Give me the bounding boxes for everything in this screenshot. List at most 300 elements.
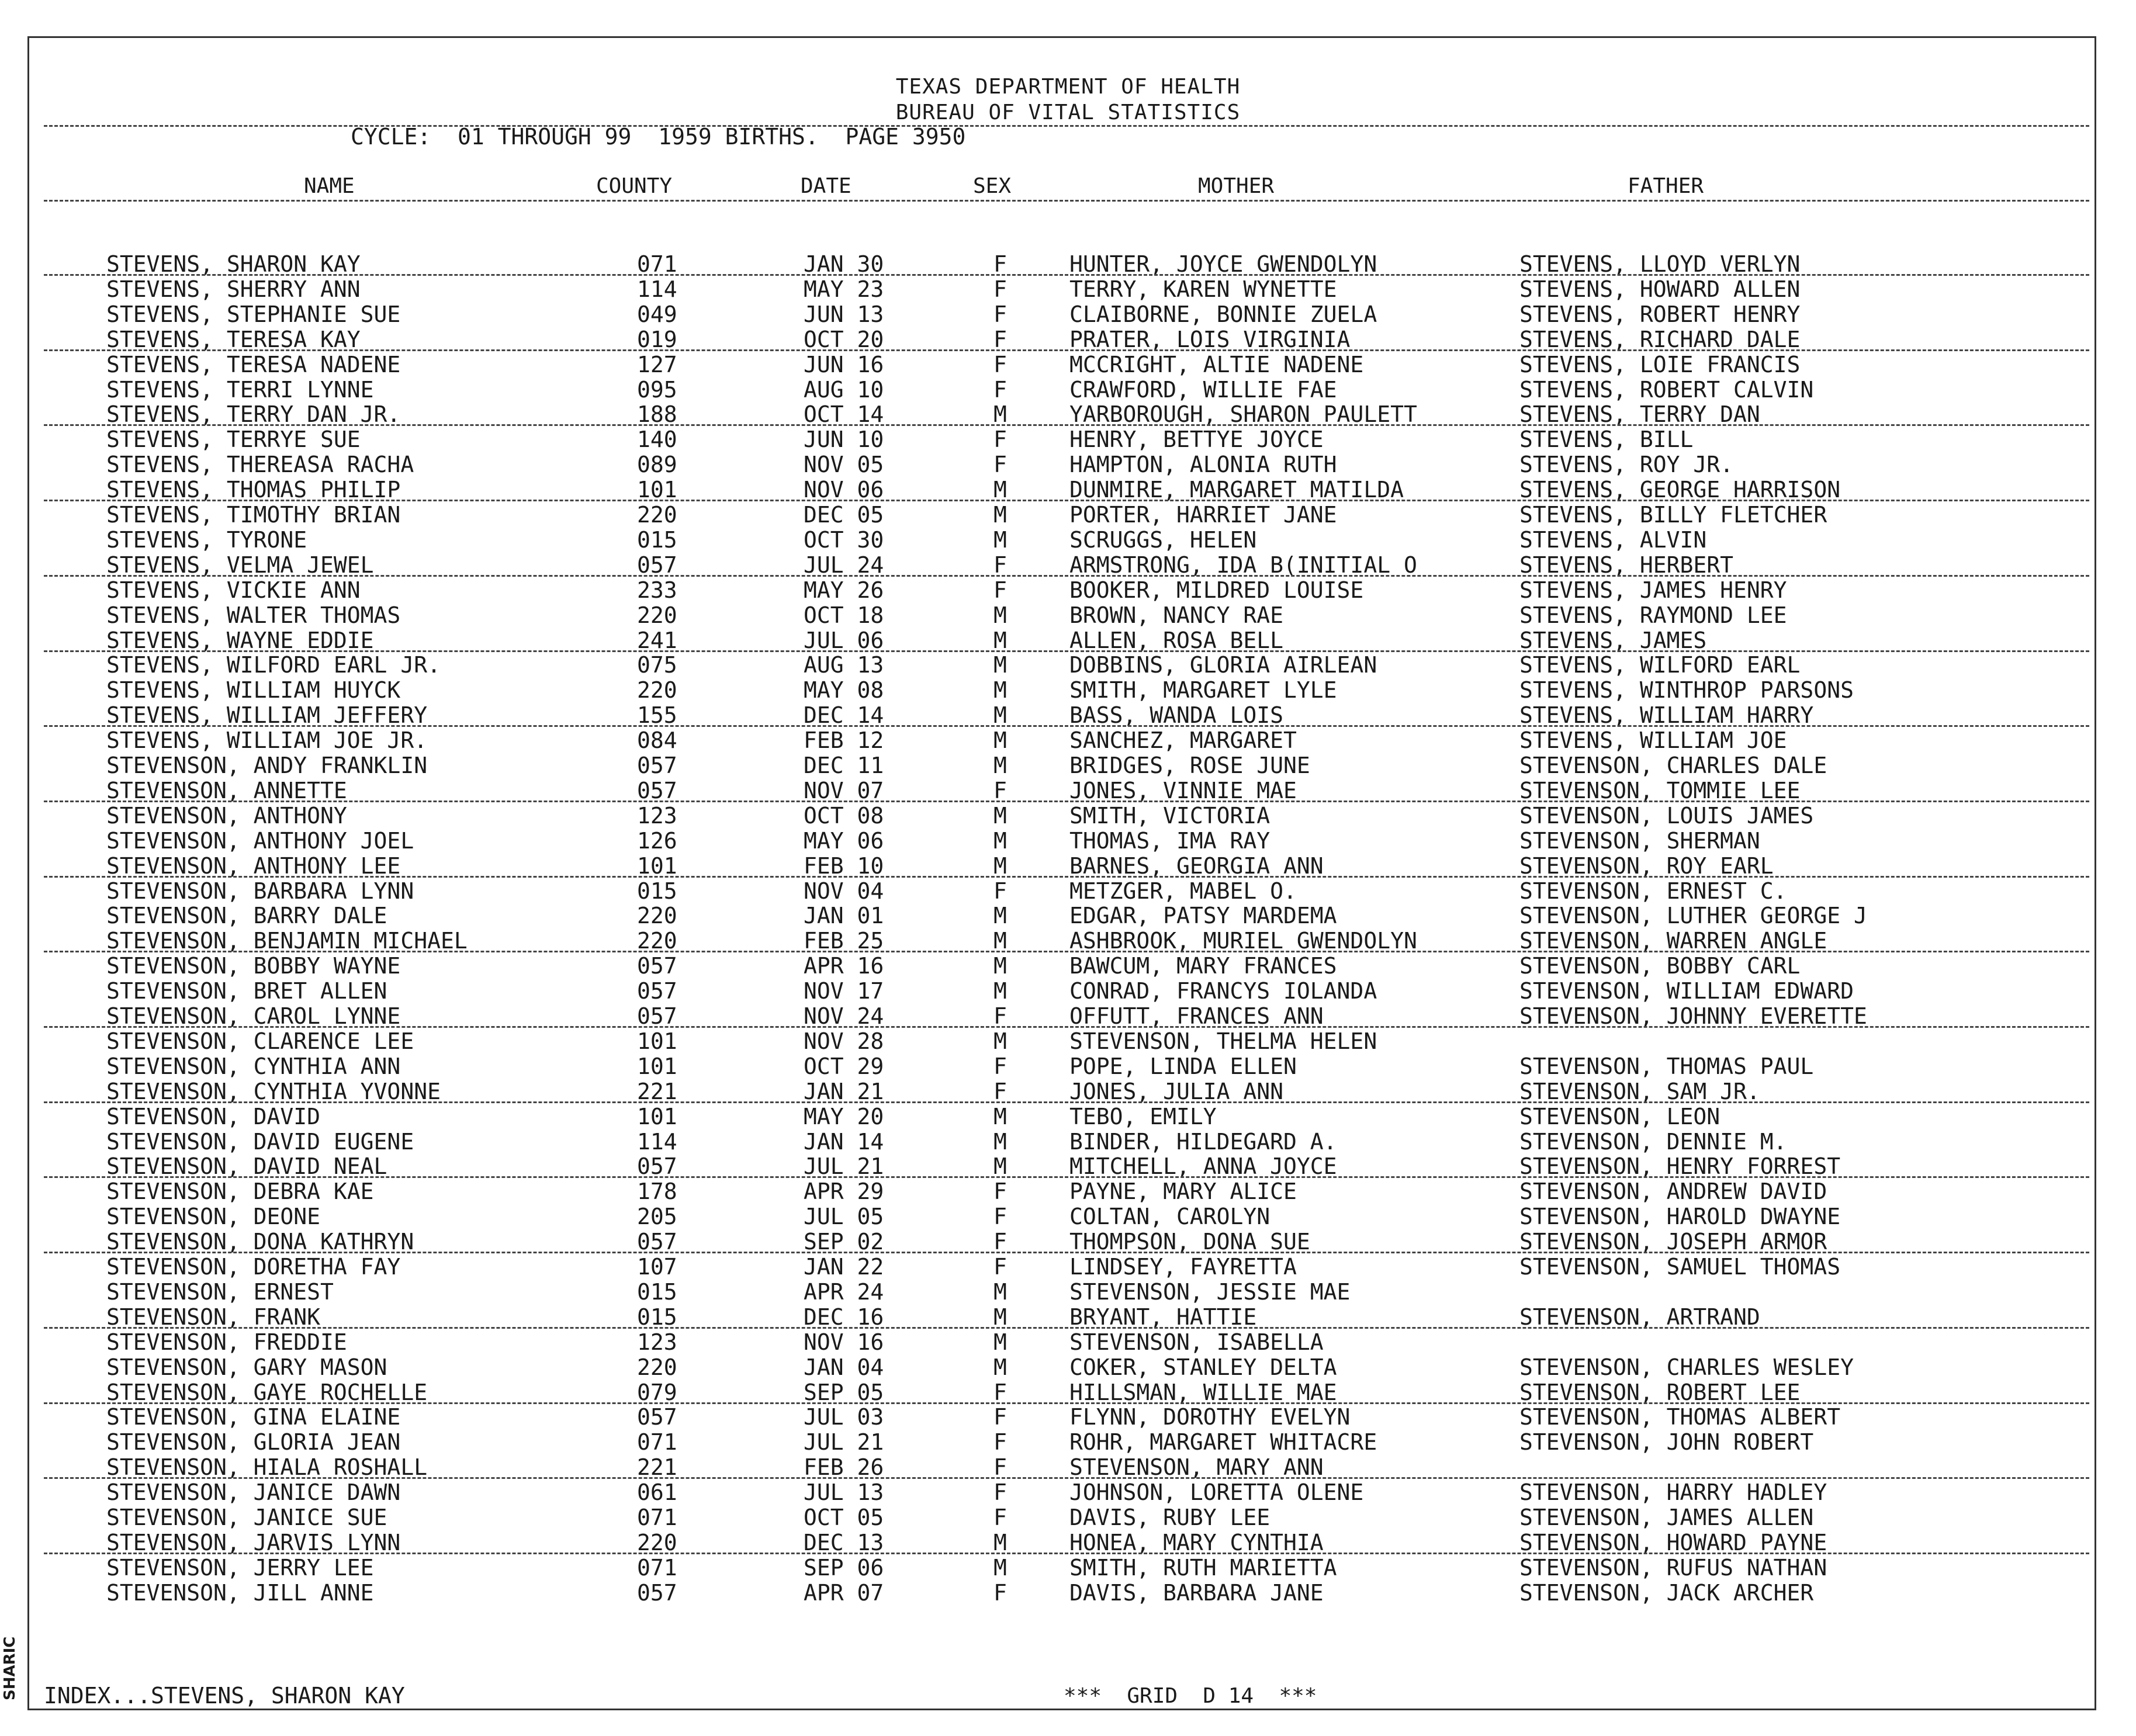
cell-father: STEVENS, WINTHROP PARSONS	[1519, 677, 1854, 703]
table-row	[0, 1505, 2136, 1529]
cell-mother: YARBOROUGH, SHARON PAULETT	[1069, 401, 1417, 427]
cell-name: STEVENS, WILLIAM JEFFERY	[106, 702, 428, 728]
cell-name: STEVENSON, FRANK	[106, 1304, 321, 1330]
cell-date: JUL 24	[804, 552, 884, 578]
cell-name: STEVENSON, DONA KATHRYN	[106, 1229, 414, 1255]
cell-county: 095	[637, 377, 677, 403]
cell-father: STEVENSON, JACK ARCHER	[1519, 1580, 1814, 1606]
cell-mother: DUNMIRE, MARGARET MATILDA	[1069, 477, 1404, 503]
cell-date: DEC 13	[804, 1530, 884, 1555]
cell-county: 057	[637, 753, 677, 778]
cell-name: STEVENSON, DORETHA FAY	[106, 1254, 401, 1280]
table-row	[0, 1404, 2136, 1429]
cell-father: STEVENSON, HAROLD DWAYNE	[1519, 1204, 1841, 1229]
cell-date: NOV 16	[804, 1329, 884, 1355]
cell-mother: SANCHEZ, MARGARET	[1069, 727, 1297, 753]
cell-sex: F	[993, 1505, 1007, 1530]
cell-father: STEVENS, BILL	[1519, 427, 1694, 452]
row-rule	[44, 801, 2089, 802]
cell-name: STEVENSON, JERRY LEE	[106, 1555, 374, 1581]
cell-date: SEP 05	[804, 1380, 884, 1405]
table-row	[0, 1229, 2136, 1253]
cell-mother: COKER, STANLEY DELTA	[1069, 1354, 1337, 1380]
table-row	[0, 527, 2136, 552]
cell-county: 061	[637, 1479, 677, 1505]
cell-date: NOV 28	[804, 1028, 884, 1054]
cell-father: STEVENSON, ARTRAND	[1519, 1304, 1760, 1330]
cell-sex: F	[993, 251, 1007, 277]
cell-father: STEVENSON, JOHN ROBERT	[1519, 1429, 1814, 1455]
cell-father: STEVENS, WILFORD EARL	[1519, 652, 1801, 678]
cell-sex: M	[993, 727, 1007, 753]
cell-father: STEVENSON, JOHNNY EVERETTE	[1519, 1003, 1867, 1029]
table-row	[0, 953, 2136, 978]
cell-father: STEVENSON, ROBERT LEE	[1519, 1380, 1801, 1405]
row-rule	[44, 424, 2089, 426]
cell-date: JAN 01	[804, 903, 884, 928]
cell-county: 114	[637, 1129, 677, 1155]
cell-name: STEVENSON, ANTHONY JOEL	[106, 828, 414, 854]
cell-name: STEVENSON, HIALA ROSHALL	[106, 1454, 428, 1480]
cell-sex: M	[993, 628, 1007, 653]
cell-name: STEVENSON, JANICE DAWN	[106, 1479, 401, 1505]
cell-date: JAN 04	[804, 1354, 884, 1380]
cell-date: APR 16	[804, 953, 884, 979]
cell-father: STEVENS, ALVIN	[1519, 527, 1707, 553]
cell-date: DEC 05	[804, 502, 884, 528]
cell-sex: M	[993, 1129, 1007, 1155]
table-row	[0, 1329, 2136, 1354]
cell-name: STEVENS, WILFORD EARL JR.	[106, 652, 441, 678]
row-rule	[44, 1026, 2089, 1028]
cell-sex: M	[993, 1104, 1007, 1129]
cell-name: STEVENS, WILLIAM HUYCK	[106, 677, 401, 703]
table-row	[0, 602, 2136, 627]
cell-father: STEVENSON, SAM JR.	[1519, 1079, 1760, 1104]
cell-name: STEVENSON, JANICE SUE	[106, 1505, 387, 1530]
cell-mother: THOMAS, IMA RAY	[1069, 828, 1270, 854]
table-row	[0, 1279, 2136, 1304]
cell-father: STEVENSON, WILLIAM EDWARD	[1519, 978, 1854, 1004]
footer-index: INDEX...STEVENS, SHARON KAY	[44, 1683, 405, 1709]
cell-sex: F	[993, 552, 1007, 578]
cell-sex: F	[993, 1179, 1007, 1204]
cell-father: STEVENSON, JAMES ALLEN	[1519, 1505, 1814, 1530]
cell-name: STEVENS, SHARON KAY	[106, 251, 361, 277]
table-row	[0, 352, 2136, 376]
cell-county: 107	[637, 1254, 677, 1280]
cell-mother: STEVENSON, MARY ANN	[1069, 1454, 1324, 1480]
cell-name: STEVENSON, BENJAMIN MICHAEL	[106, 928, 468, 954]
cell-sex: M	[993, 527, 1007, 553]
cell-mother: TEBO, EMILY	[1069, 1104, 1217, 1129]
cell-sex: M	[993, 928, 1007, 954]
cell-mother: JONES, JULIA ANN	[1069, 1079, 1284, 1104]
cell-mother: COLTAN, CAROLYN	[1069, 1204, 1270, 1229]
cell-mother: CLAIBORNE, BONNIE ZUELA	[1069, 302, 1377, 327]
col-header-county: COUNTY	[596, 174, 673, 198]
cell-father: STEVENSON, BOBBY CARL	[1519, 953, 1801, 979]
table-row	[0, 1304, 2136, 1329]
cell-date: OCT 30	[804, 527, 884, 553]
cell-name: STEVENS, STEPHANIE SUE	[106, 302, 401, 327]
row-rule	[44, 1252, 2089, 1253]
cell-county: 220	[637, 502, 677, 528]
table-row	[0, 677, 2136, 702]
cell-mother: POPE, LINDA ELLEN	[1069, 1054, 1297, 1079]
table-row	[0, 853, 2136, 878]
cell-father: STEVENS, JAMES	[1519, 628, 1707, 653]
row-rule	[44, 274, 2089, 276]
cell-mother: METZGER, MABEL O.	[1069, 878, 1297, 904]
cell-father: STEVENS, HERBERT	[1519, 552, 1734, 578]
row-rule	[44, 876, 2089, 878]
table-row	[0, 878, 2136, 903]
cell-county: 057	[637, 1153, 677, 1179]
cell-county: 015	[637, 878, 677, 904]
table-row	[0, 1354, 2136, 1379]
cell-name: STEVENS, SHERRY ANN	[106, 276, 361, 302]
divider-columns	[44, 200, 2089, 202]
cell-name: STEVENSON, GARY MASON	[106, 1354, 387, 1380]
cell-date: OCT 08	[804, 803, 884, 829]
cell-county: 071	[637, 1505, 677, 1530]
cell-sex: M	[993, 1304, 1007, 1330]
table-row	[0, 1530, 2136, 1554]
cell-county: 188	[637, 401, 677, 427]
cell-county: 101	[637, 1054, 677, 1079]
row-rule	[44, 1477, 2089, 1479]
table-row	[0, 577, 2136, 602]
cell-sex: M	[993, 1530, 1007, 1555]
cell-date: JUL 21	[804, 1153, 884, 1179]
cell-sex: M	[993, 803, 1007, 829]
cell-county: 221	[637, 1454, 677, 1480]
cell-father: STEVENSON, THOMAS PAUL	[1519, 1054, 1814, 1079]
cell-sex: M	[993, 903, 1007, 928]
cell-county: 140	[637, 427, 677, 452]
cell-date: OCT 05	[804, 1505, 884, 1530]
cell-sex: F	[993, 1429, 1007, 1455]
table-row	[0, 1380, 2136, 1404]
table-row	[0, 1054, 2136, 1078]
cell-county: 057	[637, 953, 677, 979]
cell-name: STEVENSON, CYNTHIA YVONNE	[106, 1079, 441, 1104]
cell-sex: F	[993, 1229, 1007, 1255]
cell-sex: F	[993, 778, 1007, 803]
cell-name: STEVENSON, BRET ALLEN	[106, 978, 387, 1004]
cell-mother: ROHR, MARGARET WHITACRE	[1069, 1429, 1377, 1455]
cell-sex: M	[993, 702, 1007, 728]
cell-mother: BASS, WANDA LOIS	[1069, 702, 1284, 728]
table-row	[0, 702, 2136, 727]
cell-father: STEVENSON, LOUIS JAMES	[1519, 803, 1814, 829]
cell-date: APR 07	[804, 1580, 884, 1606]
cell-sex: M	[993, 1028, 1007, 1054]
cell-sex: F	[993, 1254, 1007, 1280]
cell-name: STEVENSON, CYNTHIA ANN	[106, 1054, 401, 1079]
cell-sex: F	[993, 302, 1007, 327]
cell-mother: HAMPTON, ALONIA RUTH	[1069, 452, 1337, 477]
cell-mother: SMITH, MARGARET LYLE	[1069, 677, 1337, 703]
cell-county: 220	[637, 677, 677, 703]
cell-date: SEP 02	[804, 1229, 884, 1255]
cell-date: JUL 05	[804, 1204, 884, 1229]
cell-date: APR 29	[804, 1179, 884, 1204]
cell-mother: BAWCUM, MARY FRANCES	[1069, 953, 1337, 979]
cell-name: STEVENSON, DAVID NEAL	[106, 1153, 387, 1179]
cell-father: STEVENSON, LUTHER GEORGE J	[1519, 903, 1867, 928]
cell-mother: PRATER, LOIS VIRGINIA	[1069, 327, 1351, 352]
table-row	[0, 727, 2136, 752]
cell-sex: F	[993, 1454, 1007, 1480]
cell-mother: ALLEN, ROSA BELL	[1069, 628, 1284, 653]
cell-date: MAY 08	[804, 677, 884, 703]
cell-name: STEVENS, WILLIAM JOE JR.	[106, 727, 428, 753]
cell-date: FEB 12	[804, 727, 884, 753]
cell-date: OCT 14	[804, 401, 884, 427]
cell-date: OCT 18	[804, 602, 884, 628]
row-rule	[44, 951, 2089, 952]
table-row	[0, 753, 2136, 777]
cell-date: NOV 17	[804, 978, 884, 1004]
cell-mother: HUNTER, JOYCE GWENDOLYN	[1069, 251, 1377, 277]
cell-mother: STEVENSON, ISABELLA	[1069, 1329, 1324, 1355]
cell-father: STEVENS, WILLIAM HARRY	[1519, 702, 1814, 728]
cell-mother: BRYANT, HATTIE	[1069, 1304, 1257, 1330]
cell-father: STEVENSON, SHERMAN	[1519, 828, 1760, 854]
cell-date: FEB 25	[804, 928, 884, 954]
cell-date: DEC 11	[804, 753, 884, 778]
cell-mother: DOBBINS, GLORIA AIRLEAN	[1069, 652, 1377, 678]
cell-county: 123	[637, 803, 677, 829]
cell-county: 071	[637, 251, 677, 277]
header-agency: TEXAS DEPARTMENT OF HEALTH	[895, 75, 1241, 99]
cell-date: DEC 14	[804, 702, 884, 728]
cell-father: STEVENSON, HARRY HADLEY	[1519, 1479, 1827, 1505]
cell-name: STEVENSON, CLARENCE LEE	[106, 1028, 414, 1054]
cell-father: STEVENSON, ERNEST C.	[1519, 878, 1787, 904]
cell-county: 220	[637, 1530, 677, 1555]
cell-name: STEVENSON, ANTHONY LEE	[106, 853, 401, 879]
cell-name: STEVENSON, DEBRA KAE	[106, 1179, 374, 1204]
cell-sex: M	[993, 753, 1007, 778]
cell-mother: ARMSTRONG, IDA B(INITIAL O	[1069, 552, 1417, 578]
cell-father: STEVENSON, ROY EARL	[1519, 853, 1774, 879]
cell-date: OCT 20	[804, 327, 884, 352]
table-row	[0, 1179, 2136, 1203]
cell-name: STEVENSON, ANDY FRANKLIN	[106, 753, 428, 778]
cell-date: NOV 04	[804, 878, 884, 904]
row-rule	[44, 1101, 2089, 1103]
cell-father: STEVENS, BILLY FLETCHER	[1519, 502, 1827, 528]
cell-father: STEVENS, RICHARD DALE	[1519, 327, 1801, 352]
cell-name: STEVENS, TERESA KAY	[106, 327, 361, 352]
cell-name: STEVENSON, BOBBY WAYNE	[106, 953, 401, 979]
cell-date: JUN 16	[804, 352, 884, 377]
cell-mother: MITCHELL, ANNA JOYCE	[1069, 1153, 1337, 1179]
cell-sex: M	[993, 502, 1007, 528]
cell-mother: FLYNN, DOROTHY EVELYN	[1069, 1404, 1351, 1430]
cell-father: STEVENSON, WARREN ANGLE	[1519, 928, 1827, 954]
table-row	[0, 978, 2136, 1003]
cell-mother: CRAWFORD, WILLIE FAE	[1069, 377, 1337, 403]
table-row	[0, 452, 2136, 476]
cell-county: 071	[637, 1429, 677, 1455]
cell-father: STEVENS, HOWARD ALLEN	[1519, 276, 1801, 302]
cell-name: STEVENSON, CAROL LYNNE	[106, 1003, 401, 1029]
cell-county: 155	[637, 702, 677, 728]
cell-father: STEVENSON, RUFUS NATHAN	[1519, 1555, 1827, 1581]
cell-date: AUG 10	[804, 377, 884, 403]
cell-sex: M	[993, 677, 1007, 703]
cell-father: STEVENSON, ANDREW DAVID	[1519, 1179, 1827, 1204]
cell-date: JAN 22	[804, 1254, 884, 1280]
table-row	[0, 1580, 2136, 1605]
cell-county: 057	[637, 778, 677, 803]
cell-father: STEVENSON, TOMMIE LEE	[1519, 778, 1801, 803]
cell-father: STEVENSON, CHARLES DALE	[1519, 753, 1827, 778]
cell-mother: JONES, VINNIE MAE	[1069, 778, 1297, 803]
cell-sex: F	[993, 452, 1007, 477]
table-row	[0, 928, 2136, 952]
cell-county: 123	[637, 1329, 677, 1355]
table-row	[0, 251, 2136, 276]
cell-name: STEVENS, WAYNE EDDIE	[106, 628, 374, 653]
cell-mother: HILLSMAN, WILLIE MAE	[1069, 1380, 1337, 1405]
table-row	[0, 1028, 2136, 1053]
cell-mother: LINDSEY, FAYRETTA	[1069, 1254, 1297, 1280]
cell-father: STEVENS, GEORGE HARRISON	[1519, 477, 1841, 503]
cell-name: STEVENSON, ANNETTE	[106, 778, 347, 803]
table-row	[0, 302, 2136, 326]
cell-father: STEVENSON, SAMUEL THOMAS	[1519, 1254, 1841, 1280]
cell-name: STEVENSON, GLORIA JEAN	[106, 1429, 401, 1455]
cell-name: STEVENSON, JILL ANNE	[106, 1580, 374, 1606]
cell-date: JAN 14	[804, 1129, 884, 1155]
cell-date: NOV 24	[804, 1003, 884, 1029]
table-row	[0, 628, 2136, 652]
cell-father: STEVENS, LOIE FRANCIS	[1519, 352, 1801, 377]
table-row	[0, 1429, 2136, 1454]
cell-name: STEVENS, TIMOTHY BRIAN	[106, 502, 401, 528]
side-label: SHARIC	[1, 1636, 19, 1700]
cell-date: MAY 26	[804, 577, 884, 603]
cell-date: FEB 26	[804, 1454, 884, 1480]
row-rule	[44, 650, 2089, 652]
cell-sex: M	[993, 1329, 1007, 1355]
cell-father: STEVENS, RAYMOND LEE	[1519, 602, 1787, 628]
cell-mother: BRIDGES, ROSE JUNE	[1069, 753, 1310, 778]
cell-father: STEVENS, WILLIAM JOE	[1519, 727, 1787, 753]
cell-father: STEVENSON, THOMAS ALBERT	[1519, 1404, 1841, 1430]
cell-date: MAY 23	[804, 276, 884, 302]
cell-name: STEVENSON, GAYE ROCHELLE	[106, 1380, 428, 1405]
cell-date: NOV 07	[804, 778, 884, 803]
table-row	[0, 1079, 2136, 1103]
cell-date: MAY 20	[804, 1104, 884, 1129]
footer-grid: *** GRID D 14 ***	[1064, 1684, 1317, 1708]
row-rule	[44, 500, 2089, 501]
cell-father: STEVENS, ROBERT CALVIN	[1519, 377, 1814, 403]
cell-county: 220	[637, 602, 677, 628]
cell-county: 079	[637, 1380, 677, 1405]
cell-father: STEVENS, LLOYD VERLYN	[1519, 251, 1801, 277]
cell-sex: F	[993, 276, 1007, 302]
cell-name: STEVENSON, ANTHONY	[106, 803, 347, 829]
cell-name: STEVENS, THOMAS PHILIP	[106, 477, 401, 503]
cell-sex: F	[993, 1054, 1007, 1079]
cell-name: STEVENSON, ERNEST	[106, 1279, 334, 1305]
table-row	[0, 552, 2136, 577]
cell-date: JUL 06	[804, 628, 884, 653]
cell-name: STEVENS, TERESA NADENE	[106, 352, 401, 377]
cell-date: MAY 06	[804, 828, 884, 854]
col-header-name: NAME	[304, 174, 355, 198]
table-row	[0, 427, 2136, 451]
cell-date: JAN 30	[804, 251, 884, 277]
table-row	[0, 1129, 2136, 1153]
cell-mother: PAYNE, MARY ALICE	[1069, 1179, 1297, 1204]
cell-mother: HENRY, BETTYE JOYCE	[1069, 427, 1324, 452]
cell-mother: DAVIS, BARBARA JANE	[1069, 1580, 1324, 1606]
cell-father: STEVENSON, DENNIE M.	[1519, 1129, 1787, 1155]
cell-sex: F	[993, 1380, 1007, 1405]
cell-date: JAN 21	[804, 1079, 884, 1104]
cell-mother: PORTER, HARRIET JANE	[1069, 502, 1337, 528]
cell-name: STEVENS, VELMA JEWEL	[106, 552, 374, 578]
cell-name: STEVENS, TERRI LYNNE	[106, 377, 374, 403]
cell-county: 233	[637, 577, 677, 603]
cell-sex: M	[993, 953, 1007, 979]
cell-father: STEVENSON, JOSEPH ARMOR	[1519, 1229, 1827, 1255]
cell-sex: F	[993, 352, 1007, 377]
cell-county: 114	[637, 276, 677, 302]
cell-name: STEVENSON, BARRY DALE	[106, 903, 387, 928]
cell-father: STEVENS, JAMES HENRY	[1519, 577, 1787, 603]
table-row	[0, 276, 2136, 301]
row-rule	[44, 725, 2089, 727]
cell-sex: M	[993, 401, 1007, 427]
cell-name: STEVENS, VICKIE ANN	[106, 577, 361, 603]
cell-county: 220	[637, 928, 677, 954]
cell-mother: BINDER, HILDEGARD A.	[1069, 1129, 1337, 1155]
cell-date: JUL 03	[804, 1404, 884, 1430]
cell-name: STEVENSON, BARBARA LYNN	[106, 878, 414, 904]
table-row	[0, 778, 2136, 802]
cell-sex: F	[993, 327, 1007, 352]
cell-father: STEVENSON, HOWARD PAYNE	[1519, 1530, 1827, 1555]
cell-sex: F	[993, 577, 1007, 603]
cell-sex: F	[993, 427, 1007, 452]
cell-date: FEB 10	[804, 853, 884, 879]
cell-county: 057	[637, 1580, 677, 1606]
cell-county: 089	[637, 452, 677, 477]
cell-mother: SCRUGGS, HELEN	[1069, 527, 1257, 553]
cell-sex: F	[993, 377, 1007, 403]
cell-county: 057	[637, 978, 677, 1004]
table-row	[0, 1254, 2136, 1278]
cell-date: JUN 13	[804, 302, 884, 327]
cell-county: 049	[637, 302, 677, 327]
cell-sex: F	[993, 878, 1007, 904]
col-header-date: DATE	[801, 174, 851, 198]
cell-sex: F	[993, 1003, 1007, 1029]
cell-county: 015	[637, 1279, 677, 1305]
cell-date: APR 24	[804, 1279, 884, 1305]
table-row	[0, 803, 2136, 827]
table-row	[0, 1479, 2136, 1504]
